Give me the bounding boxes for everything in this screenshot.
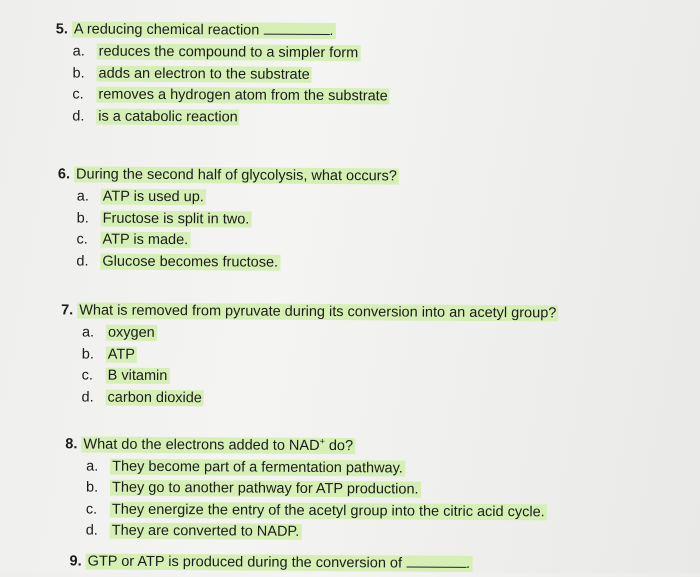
question-number: 9. xyxy=(69,553,82,570)
option-list xyxy=(76,186,398,274)
option-b[interactable] xyxy=(86,478,547,502)
question-6-stem xyxy=(58,164,399,186)
question-number: 6. xyxy=(57,166,71,183)
question-7 xyxy=(61,300,559,411)
option-c[interactable] xyxy=(72,84,389,107)
option-text: ATP is made. xyxy=(102,231,189,249)
option-c[interactable] xyxy=(86,499,547,523)
option-letter: d. xyxy=(76,252,89,270)
option-d[interactable] xyxy=(76,251,398,274)
option-letter: d. xyxy=(81,389,94,406)
option-letter: a. xyxy=(86,458,99,475)
option-b[interactable] xyxy=(82,344,558,368)
answer-blank xyxy=(406,554,466,567)
question-5-stem xyxy=(56,19,390,41)
question-9-stem xyxy=(70,552,473,571)
option-text: They energize the entry of the acetyl group into the citric acid cycle. xyxy=(111,501,545,521)
option-text: They are converted to NADP. xyxy=(111,523,300,541)
option-letter: a. xyxy=(76,188,89,205)
option-letter: b. xyxy=(76,209,89,227)
question-text: What is removed from pyruvate during its conversion into an acetyl group? xyxy=(77,302,558,321)
option-text: They go to another pathway for ATP production. xyxy=(111,480,419,498)
question-text xyxy=(72,21,336,39)
option-a[interactable] xyxy=(86,456,547,480)
option-text: ATP xyxy=(107,346,136,363)
question-suffix: . xyxy=(466,555,471,572)
option-c[interactable] xyxy=(76,229,398,252)
option-text: Glucose becomes fructose. xyxy=(102,253,279,271)
option-text: removes a hydrogen atom from the substrate xyxy=(98,86,388,105)
question-text-content: GTP or ATP is produced during the conversion of xyxy=(87,553,403,572)
option-text: B vitamin xyxy=(107,367,168,385)
option-letter: c. xyxy=(72,86,84,103)
question-9 xyxy=(70,552,473,571)
option-a[interactable] xyxy=(73,41,390,64)
question-5 xyxy=(55,19,390,129)
option-text: carbon dioxide xyxy=(107,389,202,406)
question-text-content: A reducing chemical reaction xyxy=(73,21,260,39)
option-letter: d. xyxy=(72,107,85,125)
option-text: oxygen xyxy=(107,324,155,341)
option-a[interactable] xyxy=(77,186,399,209)
option-list xyxy=(86,456,547,545)
option-d[interactable] xyxy=(86,521,547,545)
option-letter: b. xyxy=(72,64,85,82)
question-text xyxy=(86,554,472,572)
option-d[interactable] xyxy=(72,106,389,129)
question-text-before: What do the electrons added to NAD xyxy=(83,436,320,454)
question-number: 8. xyxy=(65,436,78,453)
option-text: reduces the compound to a simpler form xyxy=(98,43,359,62)
option-letter: d. xyxy=(85,522,98,539)
question-text: During the second half of glycolysis, what occurs? xyxy=(76,166,397,185)
option-text: They become part of a fermentation pathway. xyxy=(112,458,403,477)
option-letter: a. xyxy=(81,324,95,341)
question-suffix: . xyxy=(329,23,334,40)
option-letter: b. xyxy=(81,346,94,363)
option-a[interactable] xyxy=(82,323,558,347)
option-b[interactable] xyxy=(77,208,399,231)
question-text-after: do? xyxy=(324,437,354,454)
option-list xyxy=(72,41,390,129)
option-letter: c. xyxy=(85,501,98,518)
answer-blank xyxy=(263,22,329,35)
option-list xyxy=(82,323,559,412)
question-number: 7. xyxy=(61,302,74,319)
option-letter: a. xyxy=(72,43,85,60)
option-letter: c. xyxy=(76,231,88,248)
option-d[interactable] xyxy=(82,387,558,411)
option-text: Fructose is split in two. xyxy=(102,210,250,228)
question-6 xyxy=(57,164,399,274)
question-8 xyxy=(65,429,547,545)
option-letter: c. xyxy=(81,367,94,384)
option-b[interactable] xyxy=(72,63,389,86)
option-text: ATP is used up. xyxy=(102,188,204,206)
option-text: adds an electron to the substrate xyxy=(98,65,310,83)
option-text: is a catabolic reaction xyxy=(98,108,238,125)
question-8-stem xyxy=(65,429,547,457)
question-number: 5. xyxy=(55,21,68,38)
option-letter: b. xyxy=(85,479,99,496)
option-c[interactable] xyxy=(82,366,558,390)
question-7-stem xyxy=(61,300,558,323)
question-text xyxy=(81,436,355,454)
superscript-plus: + xyxy=(319,435,325,446)
